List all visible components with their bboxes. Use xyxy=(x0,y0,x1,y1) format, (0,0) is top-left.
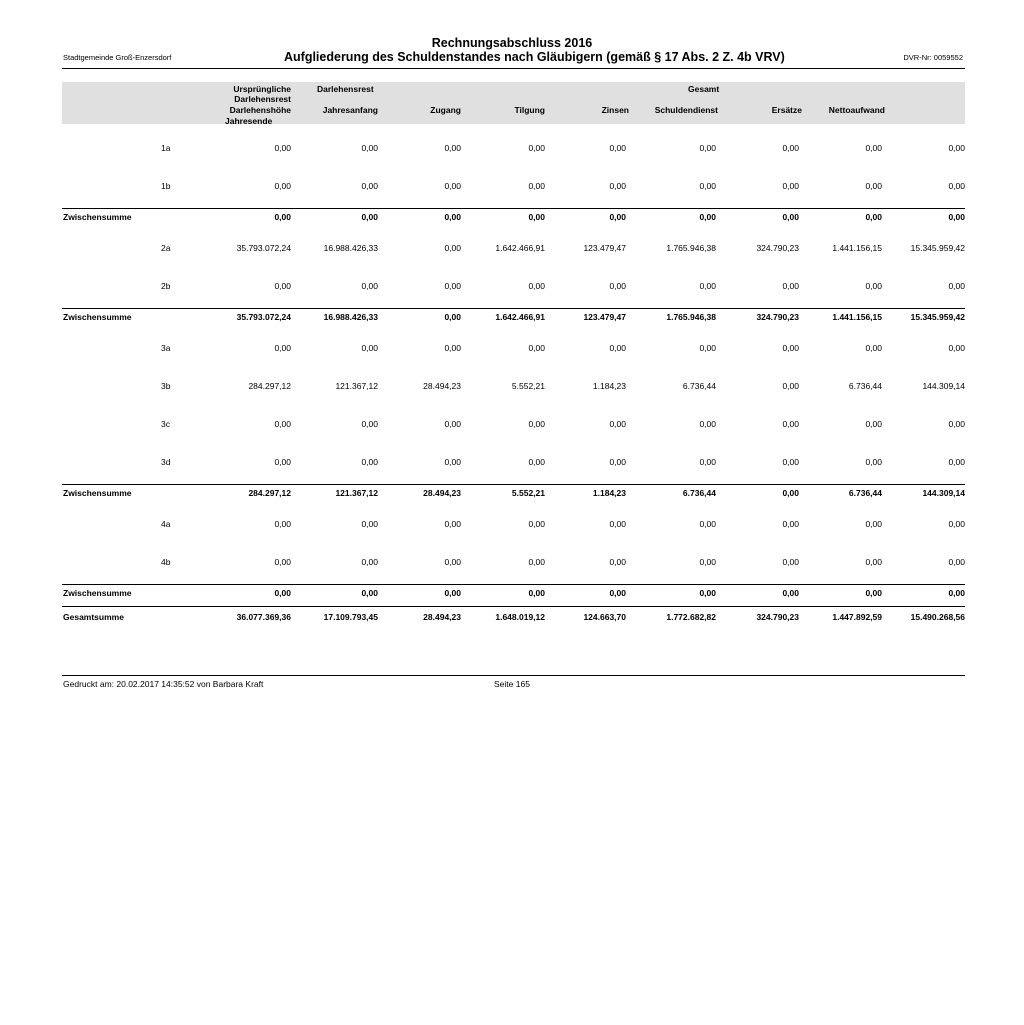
table-cell: 284.297,12 xyxy=(248,381,291,391)
total-label: Gesamtsumme xyxy=(63,612,124,622)
table-cell: 0,00 xyxy=(444,457,461,467)
table-cell: 1.447.892,59 xyxy=(832,612,882,622)
col-header-jahresanfang: Jahresanfang xyxy=(322,105,378,115)
table-cell: 0,00 xyxy=(699,419,716,429)
subtotal-label: Zwischensumme xyxy=(63,588,132,598)
table-cell: 0,00 xyxy=(782,457,799,467)
subtotal-label: Zwischensumme xyxy=(63,488,132,498)
table-cell: 36.077.369,36 xyxy=(236,612,291,622)
table-cell: 0,00 xyxy=(528,588,545,598)
table-cell: 0,00 xyxy=(274,281,291,291)
col-header-line: Darlehensrest xyxy=(234,94,291,104)
table-cell: 0,00 xyxy=(444,343,461,353)
table-cell: 0,00 xyxy=(865,457,882,467)
table-cell: 0,00 xyxy=(699,557,716,567)
table-cell: 0,00 xyxy=(948,519,965,529)
table-cell: 0,00 xyxy=(609,419,626,429)
table-cell: 0,00 xyxy=(699,212,716,222)
col-header-nettoaufwand: Nettoaufwand xyxy=(828,105,885,115)
header-divider xyxy=(62,68,965,69)
row-label: 3a xyxy=(161,343,171,353)
printed-info: Gedruckt am: 20.02.2017 14:35:52 von Barbara Kraft xyxy=(63,679,264,689)
table-cell: 0,00 xyxy=(609,519,626,529)
col-header-zinsen: Zinsen xyxy=(601,105,629,115)
table-cell: 0,00 xyxy=(609,457,626,467)
table-cell: 0,00 xyxy=(782,343,799,353)
table-cell: 16.988.426,33 xyxy=(323,243,378,253)
report-subtitle: Aufgliederung des Schuldenstandes nach Gläubigern (gemäß § 17 Abs. 2 Z. 4b VRV) xyxy=(284,50,785,64)
table-cell: 0,00 xyxy=(948,343,965,353)
subtotal-label: Zwischensumme xyxy=(63,212,132,222)
table-cell: 15.490.268,56 xyxy=(910,612,965,622)
row-label: 2b xyxy=(161,281,171,291)
table-cell: 0,00 xyxy=(528,181,545,191)
table-cell: 6.736,44 xyxy=(682,381,716,391)
table-cell: 0,00 xyxy=(361,343,378,353)
table-cell: 6.736,44 xyxy=(848,381,882,391)
col-header-ersatze: Ersätze xyxy=(771,105,802,115)
table-cell: 0,00 xyxy=(865,419,882,429)
table-cell: 15.345.959,42 xyxy=(910,243,965,253)
row-label: 1a xyxy=(161,143,171,153)
table-cell: 0,00 xyxy=(609,181,626,191)
table-cell: 0,00 xyxy=(865,143,882,153)
table-cell: 0,00 xyxy=(361,519,378,529)
table-cell: 0,00 xyxy=(948,419,965,429)
table-cell: 0,00 xyxy=(948,557,965,567)
table-cell: 0,00 xyxy=(609,143,626,153)
table-cell: 6.736,44 xyxy=(682,488,716,498)
table-cell: 1.642.466,91 xyxy=(495,243,545,253)
table-cell: 0,00 xyxy=(361,181,378,191)
subtotal-divider xyxy=(62,308,965,309)
table-cell: 0,00 xyxy=(274,457,291,467)
table-cell: 16.988.426,33 xyxy=(323,312,378,322)
table-cell: 0,00 xyxy=(444,519,461,529)
table-cell: 0,00 xyxy=(444,243,461,253)
col-header-tilgung: Tilgung xyxy=(514,105,545,115)
table-cell: 0,00 xyxy=(274,212,291,222)
table-cell: 1.765.946,38 xyxy=(666,243,716,253)
table-cell: 0,00 xyxy=(782,419,799,429)
table-cell: 1.648.019,12 xyxy=(495,612,545,622)
table-cell: 0,00 xyxy=(528,519,545,529)
col-header-line: Ursprüngliche xyxy=(233,84,291,94)
table-cell: 0,00 xyxy=(528,457,545,467)
col-header-zugang: Zugang xyxy=(430,105,461,115)
subtotal-divider xyxy=(62,208,965,209)
table-cell: 0,00 xyxy=(444,181,461,191)
table-cell: 0,00 xyxy=(361,281,378,291)
table-cell: 0,00 xyxy=(361,212,378,222)
table-cell: 0,00 xyxy=(528,212,545,222)
table-cell: 0,00 xyxy=(444,312,461,322)
table-cell: 0,00 xyxy=(948,281,965,291)
table-cell: 324.790,23 xyxy=(756,612,799,622)
col-header-ursprungliche xyxy=(233,84,291,104)
table-cell: 0,00 xyxy=(361,419,378,429)
table-cell: 0,00 xyxy=(948,212,965,222)
table-cell: 0,00 xyxy=(444,212,461,222)
table-cell: 0,00 xyxy=(528,143,545,153)
col-header-darlehenshohe xyxy=(230,105,291,115)
table-cell: 6.736,44 xyxy=(848,488,882,498)
table-cell: 1.441.156,15 xyxy=(832,312,882,322)
table-cell: 5.552,21 xyxy=(511,488,545,498)
table-cell: 0,00 xyxy=(274,588,291,598)
table-cell: 0,00 xyxy=(444,419,461,429)
report-title: Rechnungsabschluss 2016 xyxy=(431,36,593,50)
table-cell: 0,00 xyxy=(699,343,716,353)
table-cell: 0,00 xyxy=(699,281,716,291)
table-cell: 144.309,14 xyxy=(922,488,965,498)
table-cell: 0,00 xyxy=(361,457,378,467)
table-cell: 0,00 xyxy=(782,281,799,291)
group-header-gesamt: Gesamt xyxy=(688,84,720,94)
table-cell: 121.367,12 xyxy=(335,488,378,498)
footer-divider xyxy=(62,675,965,676)
table-cell: 0,00 xyxy=(782,588,799,598)
table-cell: 0,00 xyxy=(782,212,799,222)
group-header-darlehensrest: Darlehensrest xyxy=(317,84,374,94)
table-cell: 0,00 xyxy=(699,181,716,191)
table-cell: 1.765.946,38 xyxy=(666,312,716,322)
table-cell: 35.793.072,24 xyxy=(236,312,291,322)
table-cell: 28.494,23 xyxy=(423,488,461,498)
subtotal-label: Zwischensumme xyxy=(63,312,132,322)
table-cell: 0,00 xyxy=(782,181,799,191)
col-header-line: Darlehenshöhe xyxy=(229,105,291,115)
table-cell: 0,00 xyxy=(865,557,882,567)
table-cell: 0,00 xyxy=(609,212,626,222)
table-cell: 0,00 xyxy=(274,181,291,191)
table-cell: 1.184,23 xyxy=(592,381,626,391)
table-cell: 123.479,47 xyxy=(583,312,626,322)
table-cell: 0,00 xyxy=(609,343,626,353)
col-header-jahresende: Jahresende xyxy=(225,116,273,126)
table-cell: 0,00 xyxy=(609,557,626,567)
table-cell: 5.552,21 xyxy=(511,381,545,391)
table-cell: 1.184,23 xyxy=(592,488,626,498)
table-cell: 0,00 xyxy=(444,281,461,291)
row-label: 4b xyxy=(161,557,171,567)
table-cell: 0,00 xyxy=(274,419,291,429)
table-cell: 0,00 xyxy=(699,457,716,467)
table-cell: 0,00 xyxy=(699,588,716,598)
page-number: Seite 165 xyxy=(494,679,530,689)
table-cell: 0,00 xyxy=(528,419,545,429)
table-cell: 0,00 xyxy=(782,143,799,153)
table-cell: 28.494,23 xyxy=(423,381,461,391)
table-cell: 123.479,47 xyxy=(583,243,626,253)
dvr-number: DVR-Nr: 0059552 xyxy=(903,53,963,62)
table-cell: 1.642.466,91 xyxy=(495,312,545,322)
table-cell: 0,00 xyxy=(782,381,799,391)
table-cell: 0,00 xyxy=(948,457,965,467)
table-cell: 28.494,23 xyxy=(423,612,461,622)
row-label: 1b xyxy=(161,181,171,191)
table-cell: 0,00 xyxy=(274,519,291,529)
row-label: 3b xyxy=(161,381,171,391)
table-cell: 0,00 xyxy=(948,143,965,153)
table-cell: 121.367,12 xyxy=(335,381,378,391)
table-cell: 124.663,70 xyxy=(583,612,626,622)
table-cell: 0,00 xyxy=(782,519,799,529)
table-cell: 0,00 xyxy=(444,588,461,598)
table-cell: 0,00 xyxy=(528,343,545,353)
table-cell: 1.772.682,82 xyxy=(666,612,716,622)
table-cell: 35.793.072,24 xyxy=(236,243,291,253)
municipality-name: Stadtgemeinde Groß-Enzersdorf xyxy=(63,53,172,62)
table-cell: 0,00 xyxy=(699,519,716,529)
table-cell: 0,00 xyxy=(782,488,799,498)
table-cell: 144.309,14 xyxy=(922,381,965,391)
table-cell: 0,00 xyxy=(274,557,291,567)
subtotal-divider xyxy=(62,584,965,585)
row-label: 3d xyxy=(161,457,171,467)
table-cell: 0,00 xyxy=(865,212,882,222)
table-cell: 324.790,23 xyxy=(756,243,799,253)
table-cell: 0,00 xyxy=(528,557,545,567)
table-cell: 324.790,23 xyxy=(756,312,799,322)
table-cell: 0,00 xyxy=(865,588,882,598)
total-divider xyxy=(62,606,965,607)
row-label: 4a xyxy=(161,519,171,529)
table-cell: 0,00 xyxy=(528,281,545,291)
table-cell: 0,00 xyxy=(782,557,799,567)
table-cell: 0,00 xyxy=(274,143,291,153)
row-label: 3c xyxy=(161,419,170,429)
table-cell: 0,00 xyxy=(948,181,965,191)
table-cell: 1.441.156,15 xyxy=(832,243,882,253)
table-cell: 284.297,12 xyxy=(248,488,291,498)
table-cell: 0,00 xyxy=(609,588,626,598)
table-cell: 0,00 xyxy=(361,143,378,153)
table-cell: 0,00 xyxy=(865,519,882,529)
table-cell: 0,00 xyxy=(865,181,882,191)
table-cell: 0,00 xyxy=(361,557,378,567)
table-cell: 0,00 xyxy=(274,343,291,353)
table-cell: 15.345.959,42 xyxy=(910,312,965,322)
row-label: 2a xyxy=(161,243,171,253)
table-cell: 0,00 xyxy=(444,557,461,567)
table-cell: 0,00 xyxy=(699,143,716,153)
table-cell: 0,00 xyxy=(948,588,965,598)
table-cell: 17.109.793,45 xyxy=(323,612,378,622)
table-cell: 0,00 xyxy=(361,588,378,598)
table-cell: 0,00 xyxy=(444,143,461,153)
subtotal-divider xyxy=(62,484,965,485)
table-cell: 0,00 xyxy=(865,281,882,291)
col-header-schuldendienst: Schuldendienst xyxy=(654,105,718,115)
column-header-band xyxy=(62,82,965,124)
table-cell: 0,00 xyxy=(609,281,626,291)
table-cell: 0,00 xyxy=(865,343,882,353)
